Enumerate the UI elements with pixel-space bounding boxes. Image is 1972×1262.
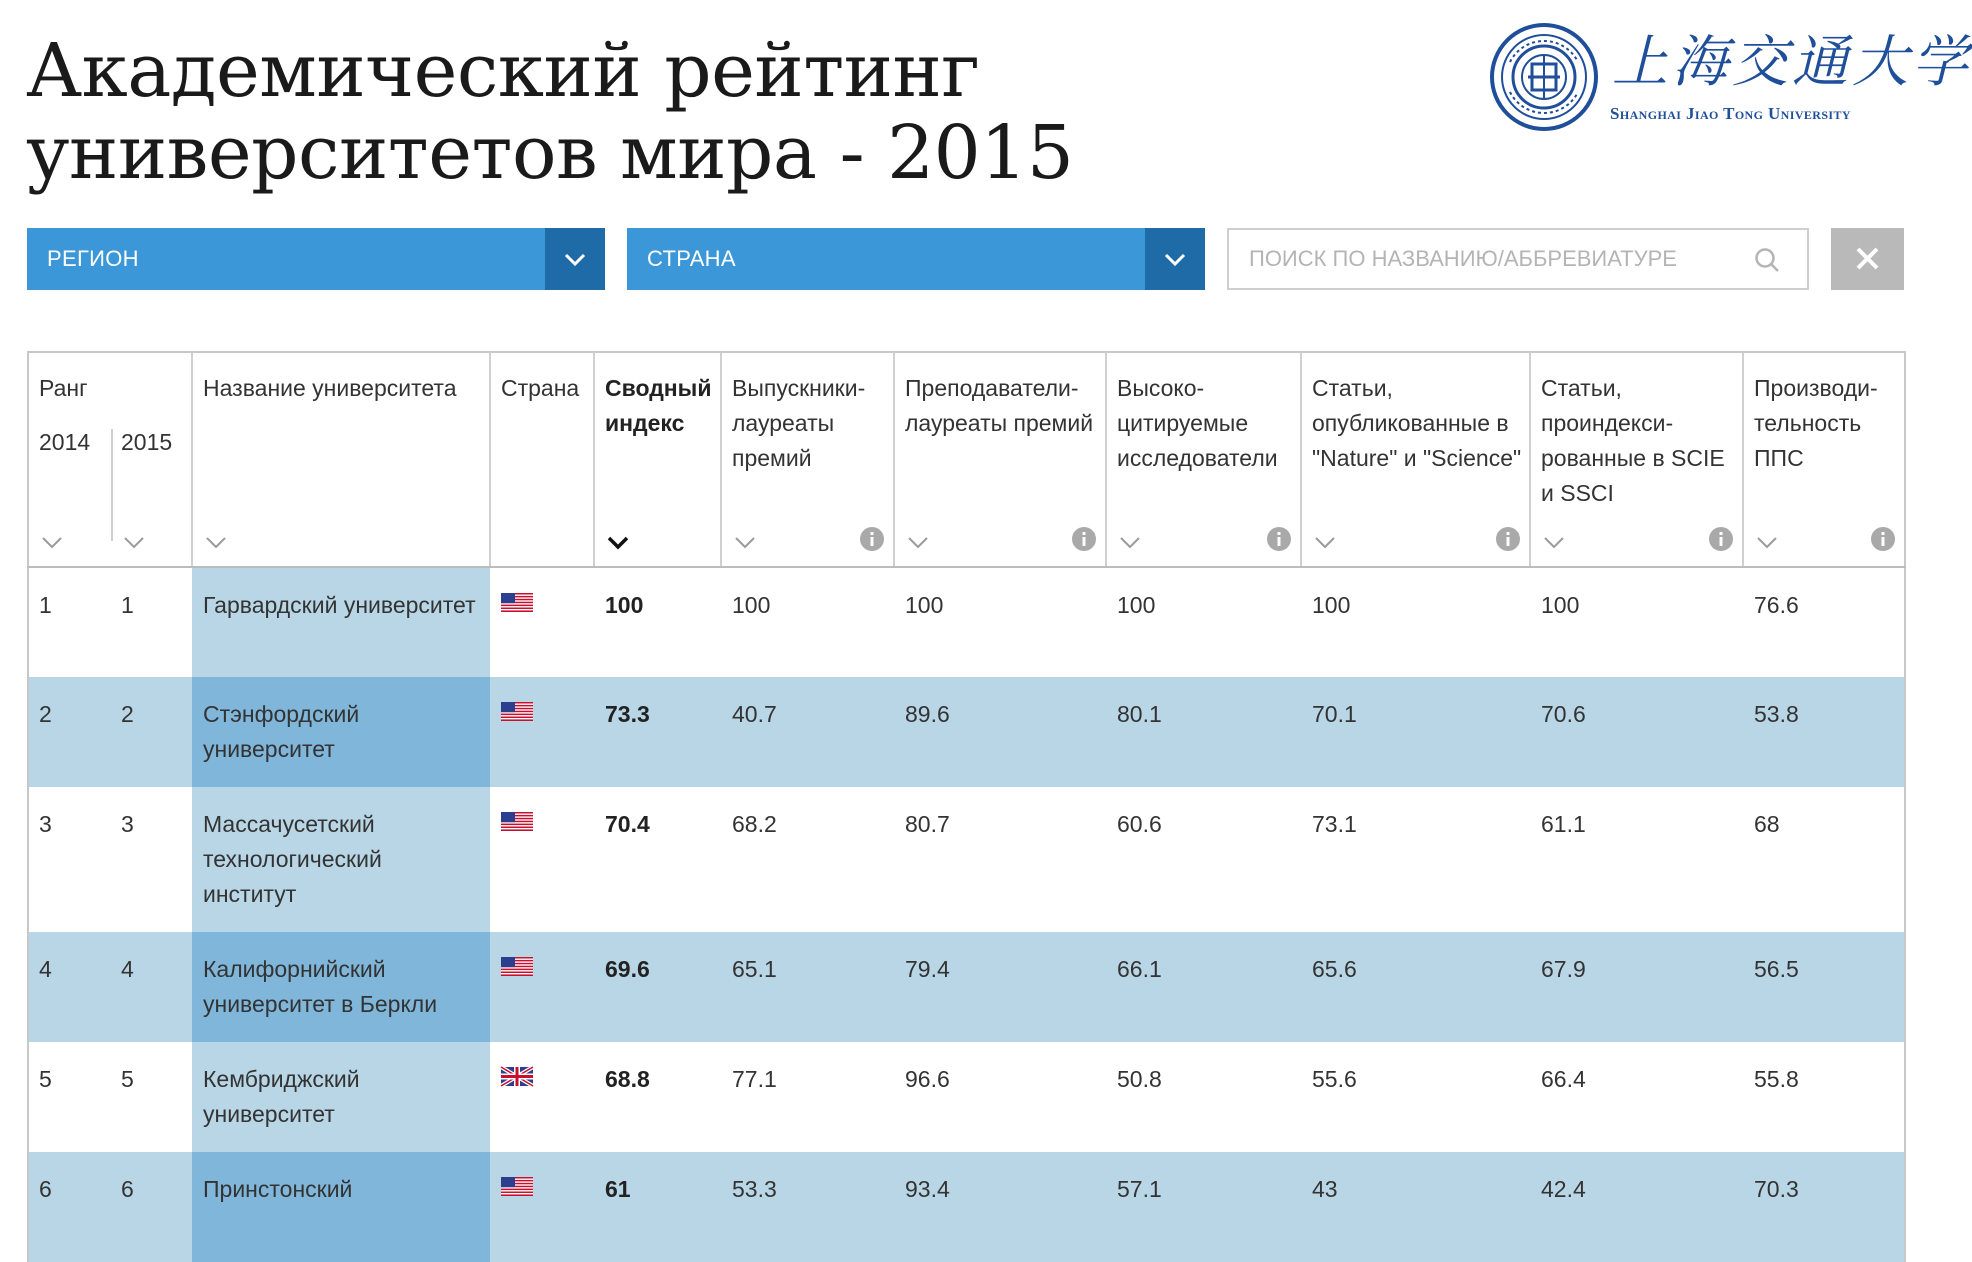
pub-value: 66.4 [1541,1066,1586,1092]
country-cell [490,1152,594,1262]
total-score-header-label: Сводный индекс [605,375,712,436]
alumni-value: 40.7 [732,701,777,727]
alumni-cell [721,932,894,1042]
page-title-line-2: университетов мира - 2015 [26,110,1074,196]
rank-cell [28,932,192,1042]
info-icon[interactable] [1870,526,1896,552]
pcp-column-header [1743,352,1905,567]
award-cell [894,787,1106,932]
hici-cell [1106,567,1301,677]
pub-header-label: Статьи, проиндекси-рованные в SCIE и SSCI [1541,375,1725,506]
pcp-cell [1743,1152,1905,1262]
award-value: 100 [905,592,944,618]
total-score-cell [594,932,721,1042]
hici-column-header [1106,352,1301,567]
pub-cell [1530,932,1743,1042]
region-dropdown-toggle[interactable] [545,228,605,290]
country-column-header [490,352,594,567]
country-header-label: Страна [501,375,580,401]
pub-cell [1530,1042,1743,1152]
alumni-value: 65.1 [732,956,777,982]
uk-flag-icon [501,1067,533,1086]
ranking-rows [28,567,1905,1262]
total-score-column-header [594,352,721,567]
pub-value: 67.9 [1541,956,1586,982]
ns-cell [1301,1152,1530,1262]
university-name[interactable]: Массачусетский технологический институт [203,811,382,907]
award-value: 93.4 [905,1176,950,1202]
pcp-value: 70.3 [1754,1176,1799,1202]
hici-header-label: Высоко-цитируемые исследователи [1117,375,1278,471]
rank-2015-value: 6 [121,1176,134,1202]
country-cell [490,567,594,677]
sort-ns-icon[interactable] [1314,536,1336,550]
table-header-row [28,352,1905,567]
search-input[interactable] [1229,230,1749,288]
hici-value: 80.1 [1117,701,1162,727]
ns-value: 43 [1312,1176,1338,1202]
award-cell [894,677,1106,787]
us-flag-icon [501,702,533,721]
university-name-cell[interactable] [192,567,490,677]
rank-column-header [28,352,192,567]
rank-cell [28,677,192,787]
award-cell [894,567,1106,677]
name-column-header [192,352,490,567]
university-seal-icon [1488,22,1600,132]
search-box[interactable] [1227,228,1809,290]
chevron-down-icon [545,228,605,290]
hici-value: 60.6 [1117,811,1162,837]
alumni-value: 100 [732,592,771,618]
sort-hici-icon[interactable] [1119,536,1141,550]
rank-cell [28,787,192,932]
country-cell [490,677,594,787]
total-score-cell [594,1042,721,1152]
info-icon[interactable] [1266,526,1292,552]
info-icon[interactable] [859,526,885,552]
pcp-cell [1743,787,1905,932]
clear-filters-button[interactable] [1831,228,1904,290]
country-cell [490,787,594,932]
award-cell [894,1042,1106,1152]
rank-cell [28,567,192,677]
rank-2014-value: 6 [39,1176,52,1202]
country-cell [490,932,594,1042]
rank-2014-value: 1 [39,592,52,618]
ns-cell [1301,932,1530,1042]
pub-value: 42.4 [1541,1176,1586,1202]
alumni-value: 53.3 [732,1176,777,1202]
hici-cell [1106,1152,1301,1262]
ranking-table [27,351,1906,1262]
alumni-value: 68.2 [732,811,777,837]
pub-cell [1530,787,1743,932]
country-cell [490,1042,594,1152]
pcp-cell [1743,932,1905,1042]
award-cell [894,932,1106,1042]
hici-cell [1106,932,1301,1042]
rank-2015-value: 2 [121,701,134,727]
pub-value: 70.6 [1541,701,1586,727]
total-score-value: 61 [605,1176,631,1202]
pcp-cell [1743,677,1905,787]
rank-2014-value: 5 [39,1066,52,1092]
ns-header-label: Статьи, опубликованные в "Nature" и "Science" [1312,375,1522,471]
chevron-down-icon [1145,228,1205,290]
rank-cell [28,1042,192,1152]
page-title [26,30,1073,194]
hici-value: 66.1 [1117,956,1162,982]
total-score-cell [594,677,721,787]
us-flag-icon [501,957,533,976]
pub-value: 100 [1541,592,1580,618]
logo-english-name: Shanghai Jiao Tong University [1610,104,1851,123]
alumni-column-header [721,352,894,567]
university-name-cell[interactable] [192,1042,490,1152]
rank-2014-value: 3 [39,811,52,837]
hici-cell [1106,677,1301,787]
university-name[interactable]: Принстонский [203,1176,353,1202]
hici-value: 50.8 [1117,1066,1162,1092]
ns-cell [1301,677,1530,787]
rank-2014-value: 2 [39,701,52,727]
rank-header-label: Ранг [39,375,88,401]
table-row[interactable] [28,932,1905,1042]
search-icon[interactable] [1753,246,1781,274]
sort-alumni-icon[interactable] [734,536,756,550]
table-row[interactable] [28,787,1905,932]
table-row[interactable] [28,1152,1905,1262]
rank-2014-value: 4 [39,956,52,982]
award-value: 80.7 [905,811,950,837]
ns-value: 70.1 [1312,701,1357,727]
info-icon[interactable] [1495,526,1521,552]
country-dropdown-label: СТРАНА [647,246,736,271]
hici-cell [1106,787,1301,932]
award-value: 89.6 [905,701,950,727]
pcp-cell [1743,1042,1905,1152]
country-dropdown[interactable] [627,228,1205,290]
total-score-value: 73.3 [605,701,650,727]
award-header-label: Преподаватели-лауреаты премий [905,375,1094,436]
name-header-label: Название университета [203,375,457,401]
sjtu-logo [1488,22,1972,132]
rank-2015-value: 4 [121,956,134,982]
ranking-table-container [27,351,1904,1203]
rank-2014-header: 2014 [39,429,91,455]
alumni-header-label: Выпускники-лауреаты премий [732,375,866,471]
ns-cell [1301,567,1530,677]
ns-column-header [1301,352,1530,567]
sort-rank-2015-icon[interactable] [123,536,145,550]
alumni-cell [721,1152,894,1262]
total-score-value: 100 [605,592,644,618]
total-score-value: 69.6 [605,956,650,982]
us-flag-icon [501,1177,533,1196]
region-dropdown[interactable] [27,228,605,290]
pub-cell [1530,677,1743,787]
sort-award-icon[interactable] [907,536,929,550]
total-score-cell [594,1152,721,1262]
rank-2015-header: 2015 [121,429,173,455]
university-name-cell[interactable] [192,677,490,787]
alumni-value: 77.1 [732,1066,777,1092]
logo-chinese-name: 上海交通大学 [1612,30,1972,95]
alumni-cell [721,677,894,787]
ns-value: 100 [1312,592,1351,618]
ns-cell [1301,1042,1530,1152]
ns-cell [1301,787,1530,932]
total-score-cell [594,787,721,932]
rank-cell [28,1152,192,1262]
university-name-cell[interactable] [192,1152,490,1262]
pub-cell [1530,1152,1743,1262]
pcp-value: 76.6 [1754,592,1799,618]
university-name[interactable]: Стэнфордский университет [203,701,360,762]
pcp-value: 68 [1754,811,1780,837]
year-divider [111,429,113,541]
rank-2015-value: 3 [121,811,134,837]
award-cell [894,1152,1106,1262]
close-icon [1831,228,1904,290]
hici-value: 100 [1117,592,1156,618]
sort-rank-2014-icon[interactable] [41,536,63,550]
country-dropdown-toggle[interactable] [1145,228,1205,290]
page-title-line-1: Академический рейтинг [26,28,980,114]
alumni-cell [721,1042,894,1152]
award-value: 96.6 [905,1066,950,1092]
hici-cell [1106,1042,1301,1152]
ns-value: 73.1 [1312,811,1357,837]
university-name-cell[interactable] [192,932,490,1042]
rank-2015-value: 5 [121,1066,134,1092]
pcp-value: 53.8 [1754,701,1799,727]
sort-name-icon[interactable] [205,536,227,550]
pcp-value: 55.8 [1754,1066,1799,1092]
ns-value: 55.6 [1312,1066,1357,1092]
total-score-value: 70.4 [605,811,650,837]
university-name-cell[interactable] [192,787,490,932]
award-value: 79.4 [905,956,950,982]
pub-value: 61.1 [1541,811,1586,837]
us-flag-icon [501,593,533,612]
pub-column-header [1530,352,1743,567]
pub-cell [1530,567,1743,677]
hici-value: 57.1 [1117,1176,1162,1202]
sort-total-score-icon[interactable] [607,536,629,550]
us-flag-icon [501,812,533,831]
total-score-cell [594,567,721,677]
award-column-header [894,352,1106,567]
university-name[interactable]: Калифорнийский университет в Беркли [203,956,438,1017]
sort-pub-icon[interactable] [1543,536,1565,550]
rank-2015-value: 1 [121,592,134,618]
pcp-value: 56.5 [1754,956,1799,982]
sort-pcp-icon[interactable] [1756,536,1778,550]
info-icon[interactable] [1071,526,1097,552]
ns-value: 65.6 [1312,956,1357,982]
university-name[interactable]: Гарвардский университет [203,592,476,618]
alumni-cell [721,567,894,677]
total-score-value: 68.8 [605,1066,650,1092]
table-row[interactable] [28,1042,1905,1152]
table-row[interactable] [28,567,1905,677]
alumni-cell [721,787,894,932]
info-icon[interactable] [1708,526,1734,552]
university-name[interactable]: Кембриджский университет [203,1066,360,1127]
region-dropdown-label: РЕГИОН [47,246,139,271]
pcp-header-label: Производи-тельность ППС [1754,375,1878,471]
table-row[interactable] [28,677,1905,787]
pcp-cell [1743,567,1905,677]
